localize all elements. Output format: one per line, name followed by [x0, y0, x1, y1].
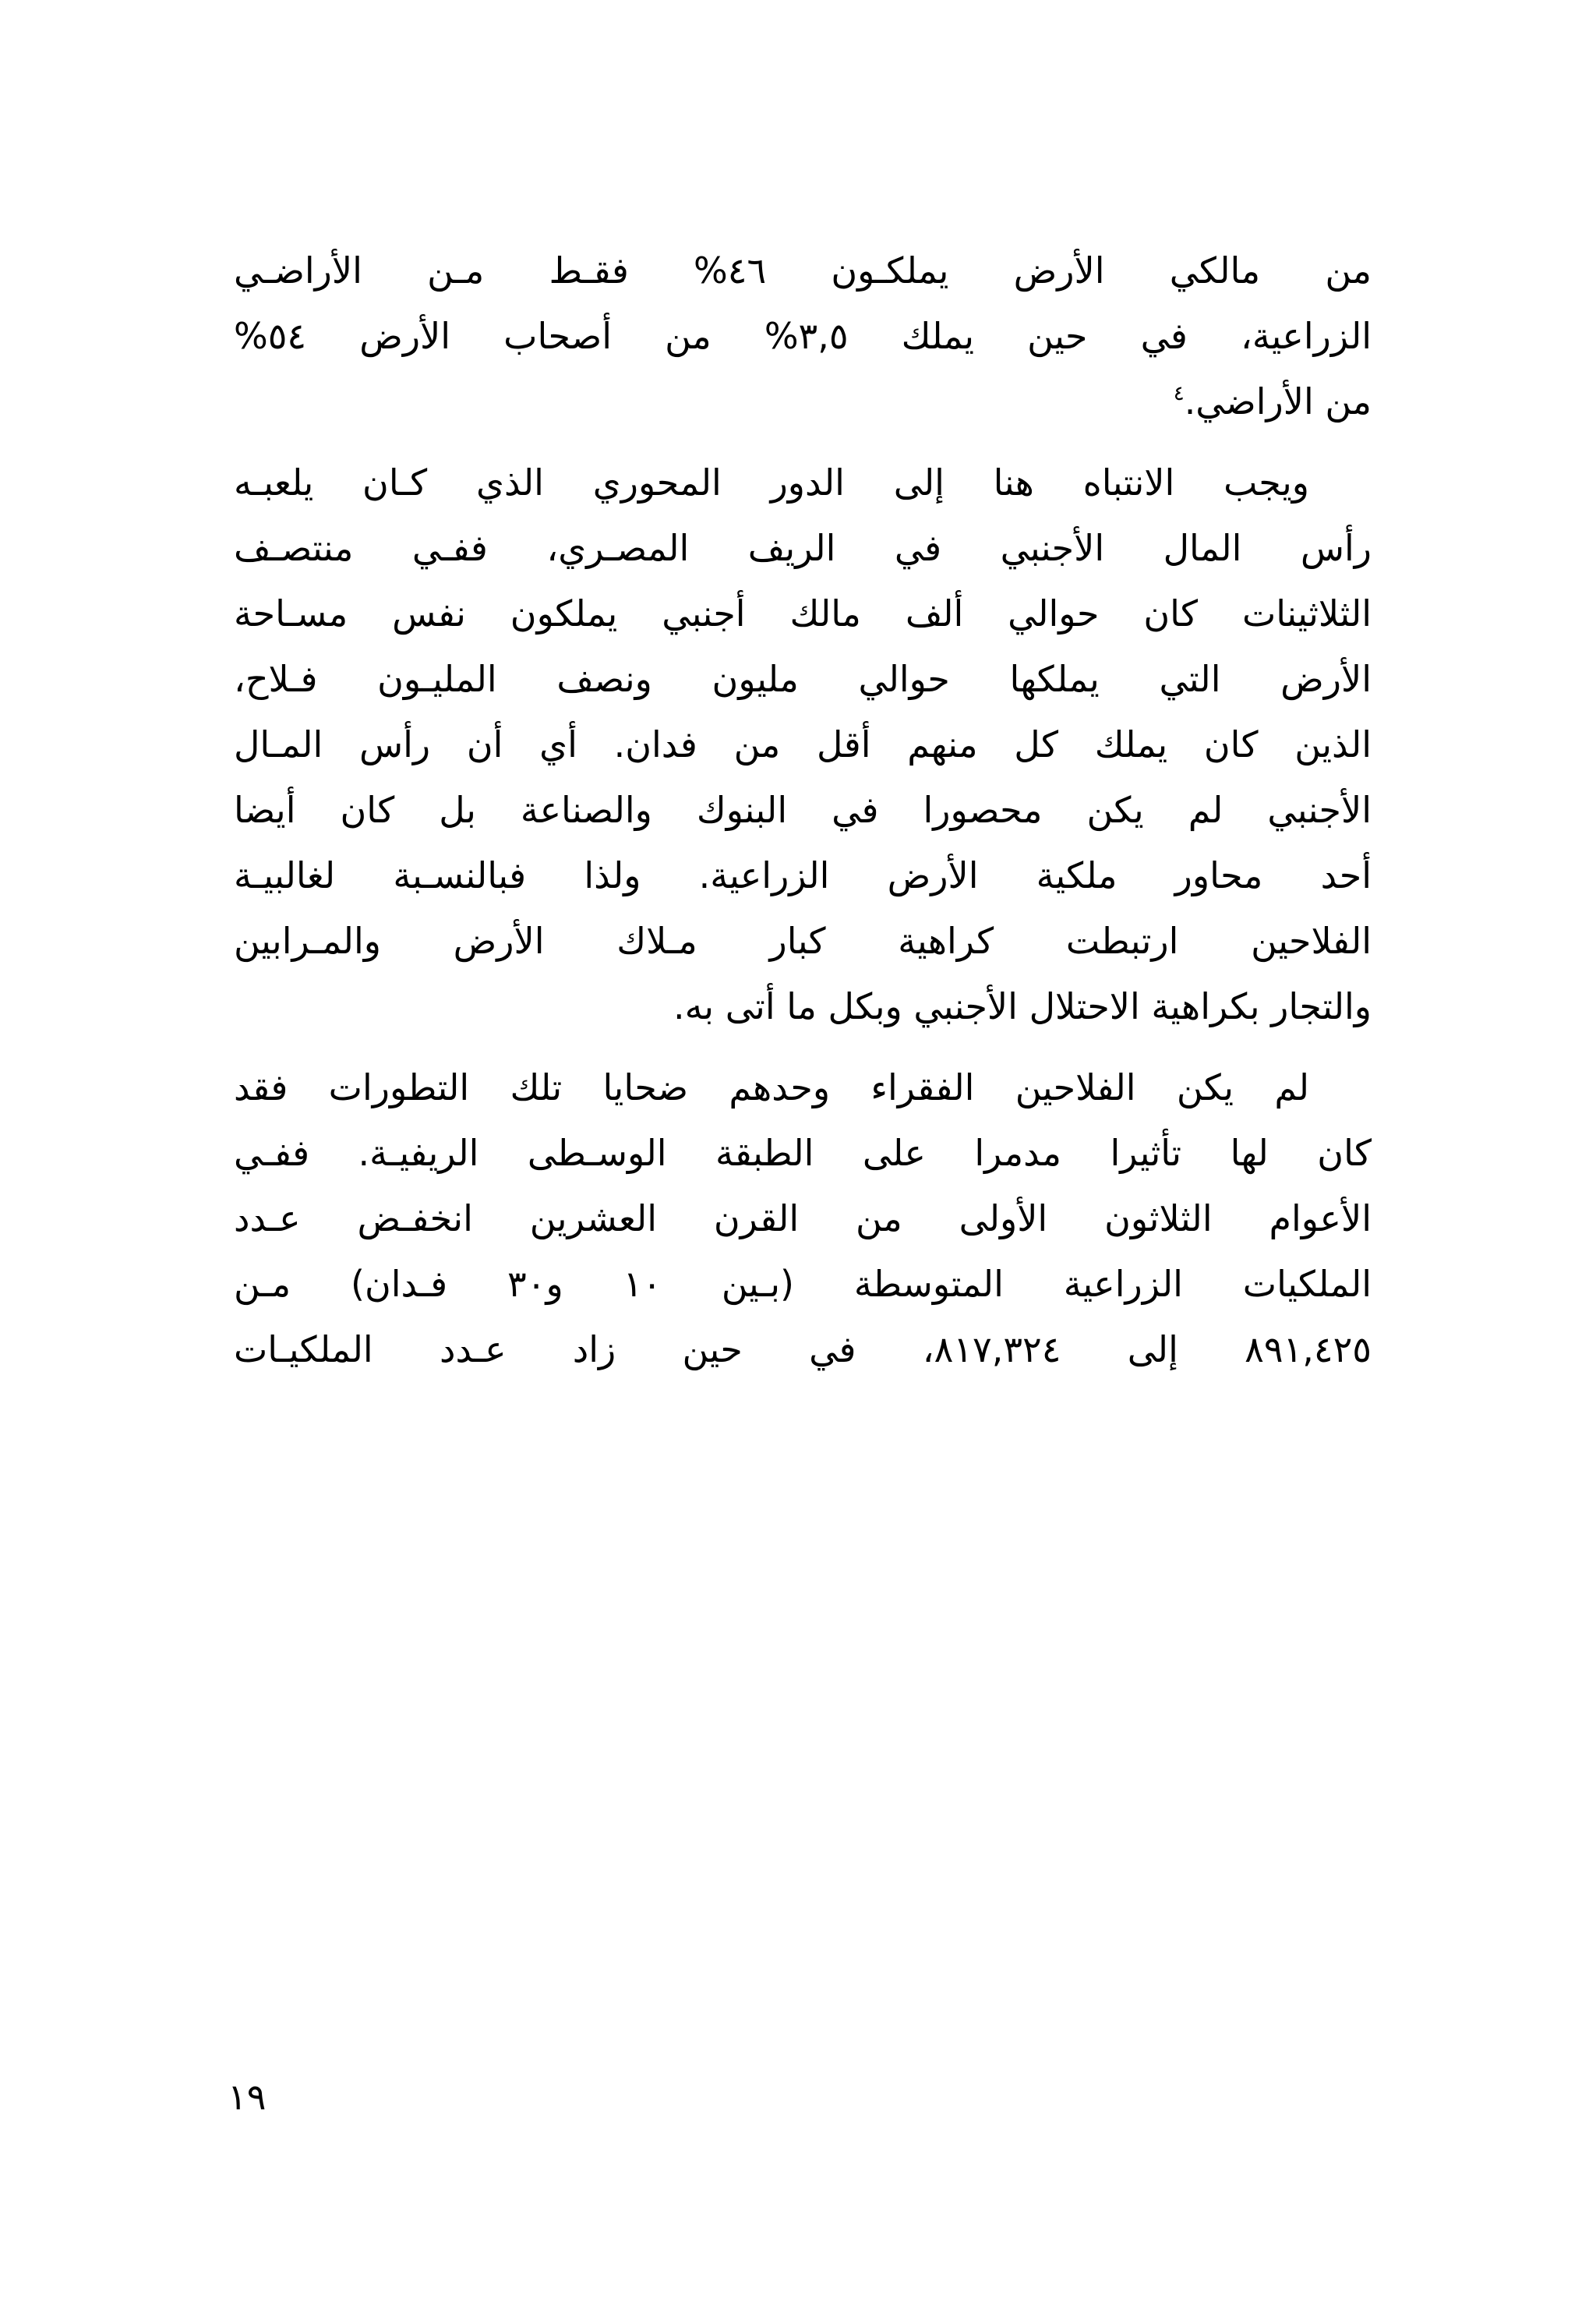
paragraph-3 — [234, 1055, 1372, 1382]
text-line: الفلاحين ارتبطت كراهية كبار مـلاك الأرض والمـرابين — [234, 920, 1372, 962]
text-line: الملكيات الزراعية المتوسطة (بـين ١٠ و٣٠ فـدان) مـن — [234, 1263, 1372, 1305]
footnote-reference: ٤ — [1173, 382, 1185, 405]
paragraph-2 — [234, 450, 1372, 1039]
text-line: من مالكي الأرض يملكـون ٤٦% فقـط مـن الأراضـي — [234, 249, 1372, 292]
paragraph-gap — [234, 1039, 1372, 1055]
text-line: لم يكن الفلاحين الفقراء وحدهم ضحايا تلك التطورات فقد — [234, 1066, 1309, 1108]
text-line: الأرض التي يملكها حوالي مليون ونصف المليـون فـلاح، — [234, 658, 1372, 700]
paragraph-1 — [234, 238, 1372, 434]
body-text — [234, 238, 1372, 1382]
text-line: رأس المال الأجنبي في الريف المصـري، ففـي منتصـف — [234, 527, 1372, 569]
text-line — [234, 369, 1372, 434]
page-number: ١٩ — [228, 2076, 267, 2118]
text-line: والتجار بكراهية الاحتلال الأجنبي وبكل ما أتى به. — [673, 985, 1372, 1027]
text-line: الزراعية، في حين يملك ٣,٥% من أصحاب الأرض ٥٤% — [234, 315, 1372, 357]
text-line: الثلاثينات كان حوالي ألف مالك أجنبي يملكون نفس مسـاحة — [234, 592, 1372, 635]
text-line: ٨٩١,٤٢٥ إلى ٨١٧,٣٢٤، في حين زاد عـدد الملكيـات — [234, 1328, 1372, 1370]
text-line: كان لها تأثيرا مدمرا على الطبقة الوسـطى الريفيـة. ففـي — [234, 1132, 1372, 1174]
text-line: ويجب الانتباه هنا إلى الدور المحوري الذي كـان يلعبـه — [234, 461, 1309, 504]
paragraph-gap — [234, 434, 1372, 450]
text-line: الأعوام الثلاثون الأولى من القرن العشرين انخفـض عـدد — [234, 1197, 1372, 1239]
text-line-content: من الأراضي. — [1184, 380, 1372, 422]
text-line: أحد محاور ملكية الأرض الزراعية. ولذا فبالنسـبة لغالبيـة — [234, 854, 1372, 896]
text-line: الذين كان يملك كل منهم أقل من فدان. أي أن رأس المـال — [234, 723, 1372, 765]
text-line: الأجنبي لم يكن محصورا في البنوك والصناعة بل كان أيضا — [234, 789, 1372, 831]
